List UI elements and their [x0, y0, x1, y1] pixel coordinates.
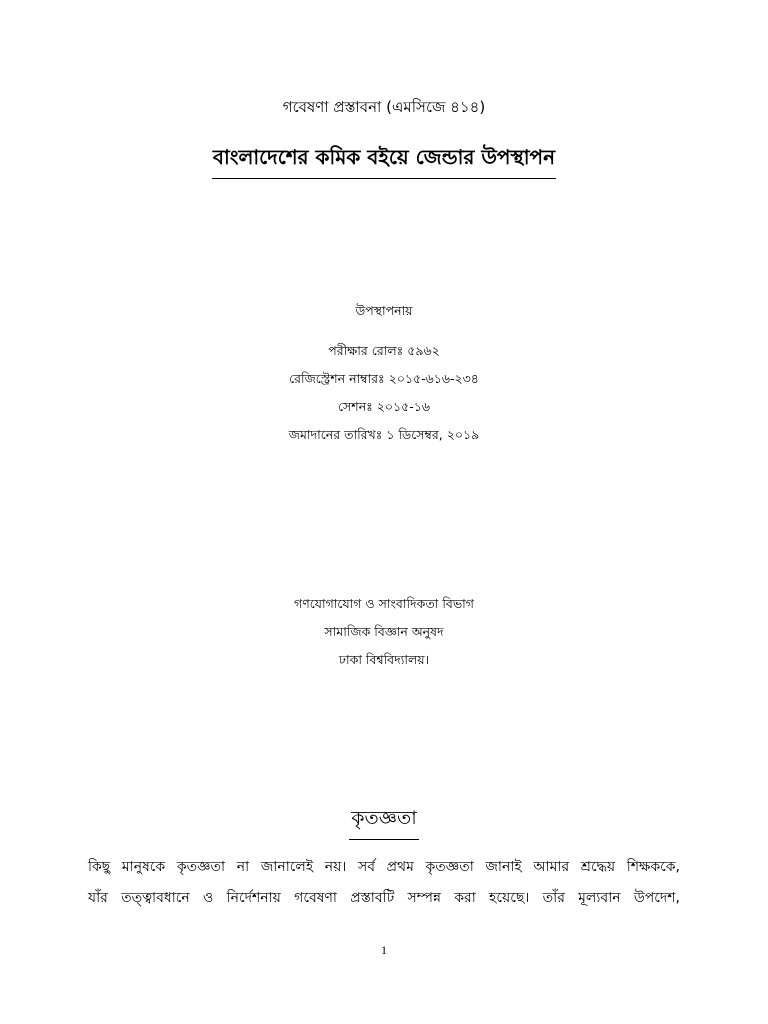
- acknowledgement-line: যাঁর তত্ত্বাবধানে ও নির্দেশনায় গবেষণা প্রস্তাবটি সম্পন্ন করা হয়েছে। তাঁর মূল্যবান উপদেশ,: [88, 890, 680, 906]
- registration-number: রেজিস্ট্রেশন নাম্বারঃ ২০১৫-৬১৬-২৩৪: [289, 371, 479, 386]
- acknowledgement-line: কিছু মানুষকে কৃতজ্ঞতা না জানালেই নয়। সর্ব প্রথম কৃতজ্ঞতা জানাই আমার শ্রদ্ধেয় শিক্ষককে,: [88, 859, 680, 875]
- university: ঢাকা বিশ্ববিদ্যালয়।: [338, 652, 430, 667]
- page-number: 1: [381, 943, 387, 957]
- submitted-by-label: উপস্থাপনায়: [355, 303, 413, 318]
- department: গণযোগাযোগ ও সাংবাদিকতা বিভাগ: [294, 596, 474, 611]
- exam-roll: পরীক্ষার রোলঃ ৫৯৬২: [328, 343, 440, 358]
- course-line: গবেষণা প্রস্তাবনা (এমসিজে ৪১৪): [282, 98, 486, 116]
- document-title-wrapper: [0, 143, 768, 179]
- submission-date: জমাদানের তারিখঃ ১ ডিসেম্বর, ২০১৯: [288, 427, 480, 442]
- acknowledgement-heading-wrapper: [0, 804, 768, 840]
- session: সেশনঃ ২০১৫-১৬: [337, 399, 431, 414]
- document-title: বাংলাদেশের কমিক বইয়ে জেন্ডার উপস্থাপন: [212, 143, 556, 179]
- faculty: সামাজিক বিজ্ঞান অনুষদ: [324, 624, 444, 639]
- acknowledgement-heading: কৃতজ্ঞতা: [349, 804, 419, 840]
